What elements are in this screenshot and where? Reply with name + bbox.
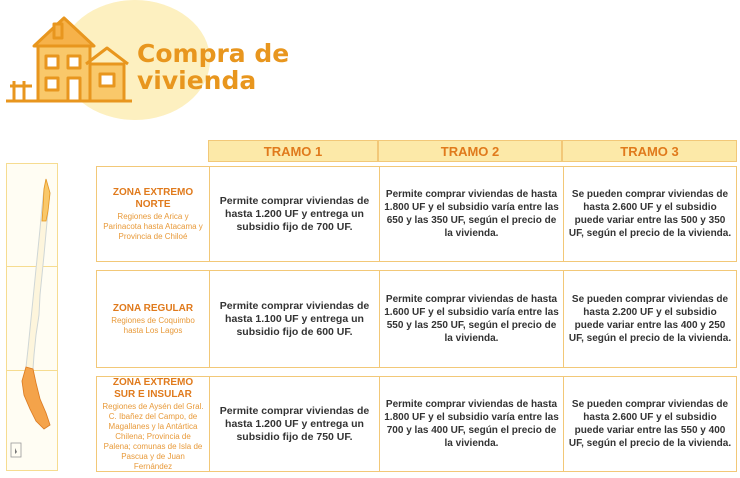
tramo-3-cell <box>563 167 736 261</box>
tramo-2-cell <box>379 167 563 261</box>
tramo-3-cell <box>563 271 736 367</box>
tramo-1-cell <box>209 377 379 471</box>
tramo-3-text: Se pueden comprar viviendas de hasta 2.600 UF y el subsidio puede variar entre las 550 y 400 UF, según el precio de la vivienda. <box>568 399 732 449</box>
zone-row-norte <box>96 166 737 262</box>
zone-name: ZONA EXTREMO SUR E INSULAR <box>112 376 194 400</box>
tramo-3-text: Se pueden comprar viviendas de hasta 2.600 UF y el subsidio puede variar entre las 500 y 350 UF, según el precio de la vivienda. <box>568 189 732 239</box>
house-icon <box>4 6 134 106</box>
zone-name: ZONA REGULAR <box>112 302 194 314</box>
tramo-3-cell <box>563 377 736 471</box>
tramo-2-text: Permite comprar viviendas de hasta 1.800 UF y el subsidio varía entre las 650 y las 350 UF, según el precio de la vivienda. <box>384 189 559 239</box>
zone-cell <box>97 377 209 471</box>
column-header-tramo-3: TRAMO 3 <box>562 140 737 162</box>
zone-cell <box>97 271 209 367</box>
zone-regions: Regiones de Coquimbo hasta Los Lagos <box>111 315 195 335</box>
zone-regions: Regiones de Aysén del Gral. C. Ibañez del Campo, de Magallanes y la Antártica Chilena; Provincia de Palena; comunas de Isla de Pascua y de Juan Fernández <box>102 401 204 471</box>
column-header-tramo-1: TRAMO 1 <box>208 140 378 162</box>
zone-row-sur <box>96 376 737 472</box>
zone-row-regular <box>96 270 737 368</box>
tramo-1-cell <box>209 167 379 261</box>
zone-regions: Regiones de Arica y Parinacota hasta Atacama y Provincia de Chiloé <box>103 211 203 241</box>
chile-map-icon <box>6 163 58 471</box>
tramo-2-text: Permite comprar viviendas de hasta 1.800 UF y el subsidio varía entre las 700 y las 400 UF, según el precio de la vivienda. <box>384 399 559 449</box>
zone-cell <box>97 167 209 261</box>
tramo-2-cell <box>379 271 563 367</box>
tramo-1-text: Permite comprar viviendas de hasta 1.200 UF y entrega un subsidio fijo de 750 UF. <box>219 404 370 443</box>
column-header-tramo-2: TRAMO 2 <box>378 140 562 162</box>
tramo-1-text: Permite comprar viviendas de hasta 1.200 UF y entrega un subsidio fijo de 700 UF. <box>219 194 370 233</box>
tramo-2-cell <box>379 377 563 471</box>
tramo-3-text: Se pueden comprar viviendas de hasta 2.200 UF y el subsidio puede variar entre las 400 y 250 UF, según el precio de la vivienda. <box>568 294 732 344</box>
page-title <box>137 40 289 94</box>
title-line-1: Compra de <box>137 39 290 68</box>
tramo-1-cell <box>209 271 379 367</box>
zone-name: ZONA EXTREMO NORTE <box>112 186 194 210</box>
title-line-2: vivienda <box>137 66 257 95</box>
tramo-1-text: Permite comprar viviendas de hasta 1.100 UF y entrega un subsidio fijo de 600 UF. <box>219 299 370 338</box>
tramo-2-text: Permite comprar viviendas de hasta 1.600 UF y el subsidio varía entre las 550 y las 250 UF, según el precio de la vivienda. <box>384 294 559 344</box>
